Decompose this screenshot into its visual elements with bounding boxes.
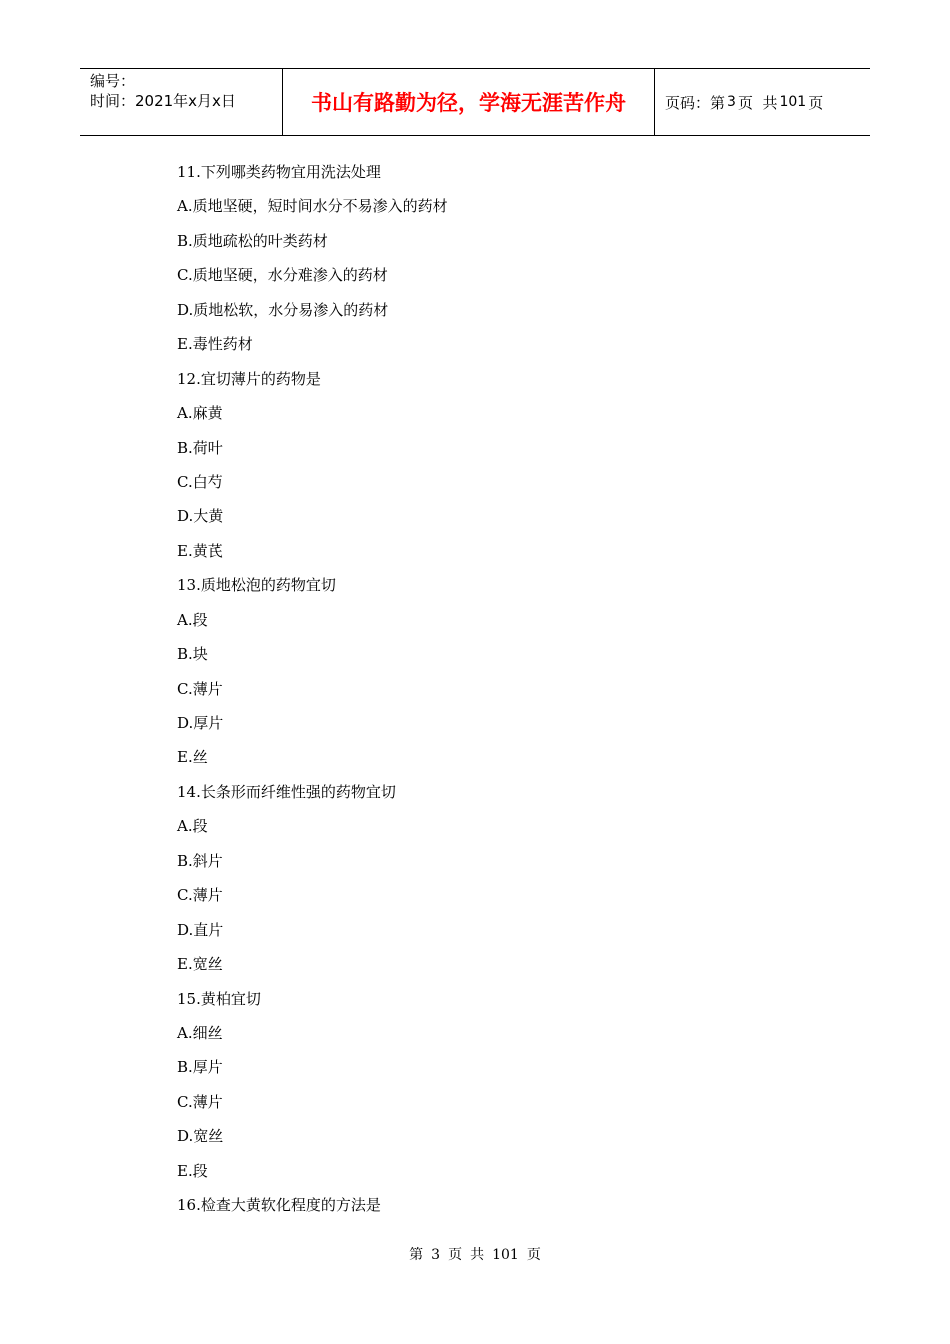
footer-gong: 共	[470, 1247, 485, 1263]
text-line: C.白芍	[177, 472, 223, 491]
text-line: B.斜片	[177, 851, 223, 870]
text-line: E.黄芪	[177, 541, 223, 560]
document-date: 时间：2021年x月x日	[90, 92, 236, 110]
header-page-info	[655, 69, 870, 135]
text-line: E.段	[177, 1161, 208, 1180]
header-motto: 书山有路勤为径，学海无涯苦作舟	[282, 69, 655, 135]
text-line: 13.质地松泡的药物宜切	[177, 576, 336, 595]
text-line: A.细丝	[177, 1023, 223, 1042]
text-line: D.直片	[177, 920, 224, 939]
text-line: D.厚片	[177, 714, 224, 732]
text-line: D.宽丝	[177, 1127, 224, 1146]
text-line: 16.检查大黄软化程度的方法是	[177, 1196, 381, 1215]
page-label: 页码：第	[665, 93, 726, 112]
total-pages: 101	[779, 94, 807, 110]
text-line: C.薄片	[177, 679, 223, 698]
text-line: 12.宜切薄片的药物是	[177, 369, 321, 388]
text-line: A.麻黄	[177, 404, 223, 423]
header-left-cell	[80, 69, 282, 135]
footer-page-number: 3	[431, 1247, 441, 1263]
text-line: D.大黄	[177, 507, 224, 526]
footer-total-pages: 101	[492, 1247, 519, 1263]
text-line: C.薄片	[177, 1092, 223, 1111]
text-line: 14.长条形而纤维性强的药物宜切	[177, 782, 396, 801]
text-line: C.质地坚硬，水分难渗入的药材	[177, 266, 388, 285]
text-line: E.宽丝	[177, 955, 223, 974]
text-line: B.质地疏松的叶类药材	[177, 231, 328, 250]
text-line: E.丝	[177, 748, 208, 767]
text-line: B.荷叶	[177, 438, 223, 457]
page-header	[80, 68, 870, 136]
text-line: 15.黄柏宜切	[177, 989, 261, 1008]
footer-ye: 页	[448, 1247, 463, 1263]
text-line: D.质地松软，水分易渗入的药材	[177, 300, 389, 319]
text-line: A.段	[177, 817, 208, 836]
page-number: 3	[727, 94, 736, 110]
page-end-label: 页	[808, 93, 824, 112]
page-footer	[0, 1244, 950, 1264]
footer-di: 第	[409, 1247, 424, 1263]
text-line: 11.下列哪类药物宜用洗法处理	[177, 163, 381, 181]
footer-ye-end: 页	[526, 1247, 541, 1263]
text-line: A.段	[177, 610, 208, 629]
page-mid-label: 页 共	[737, 93, 778, 112]
text-line: A.质地坚硬，短时间水分不易渗入的药材	[177, 197, 448, 216]
question-list	[177, 155, 857, 1223]
text-line: E.毒性药材	[177, 335, 253, 354]
text-line: C.薄片	[177, 886, 223, 905]
text-line: B.块	[177, 645, 208, 664]
text-line: B.厚片	[177, 1058, 223, 1077]
document-number-label: 编号：	[90, 72, 136, 90]
